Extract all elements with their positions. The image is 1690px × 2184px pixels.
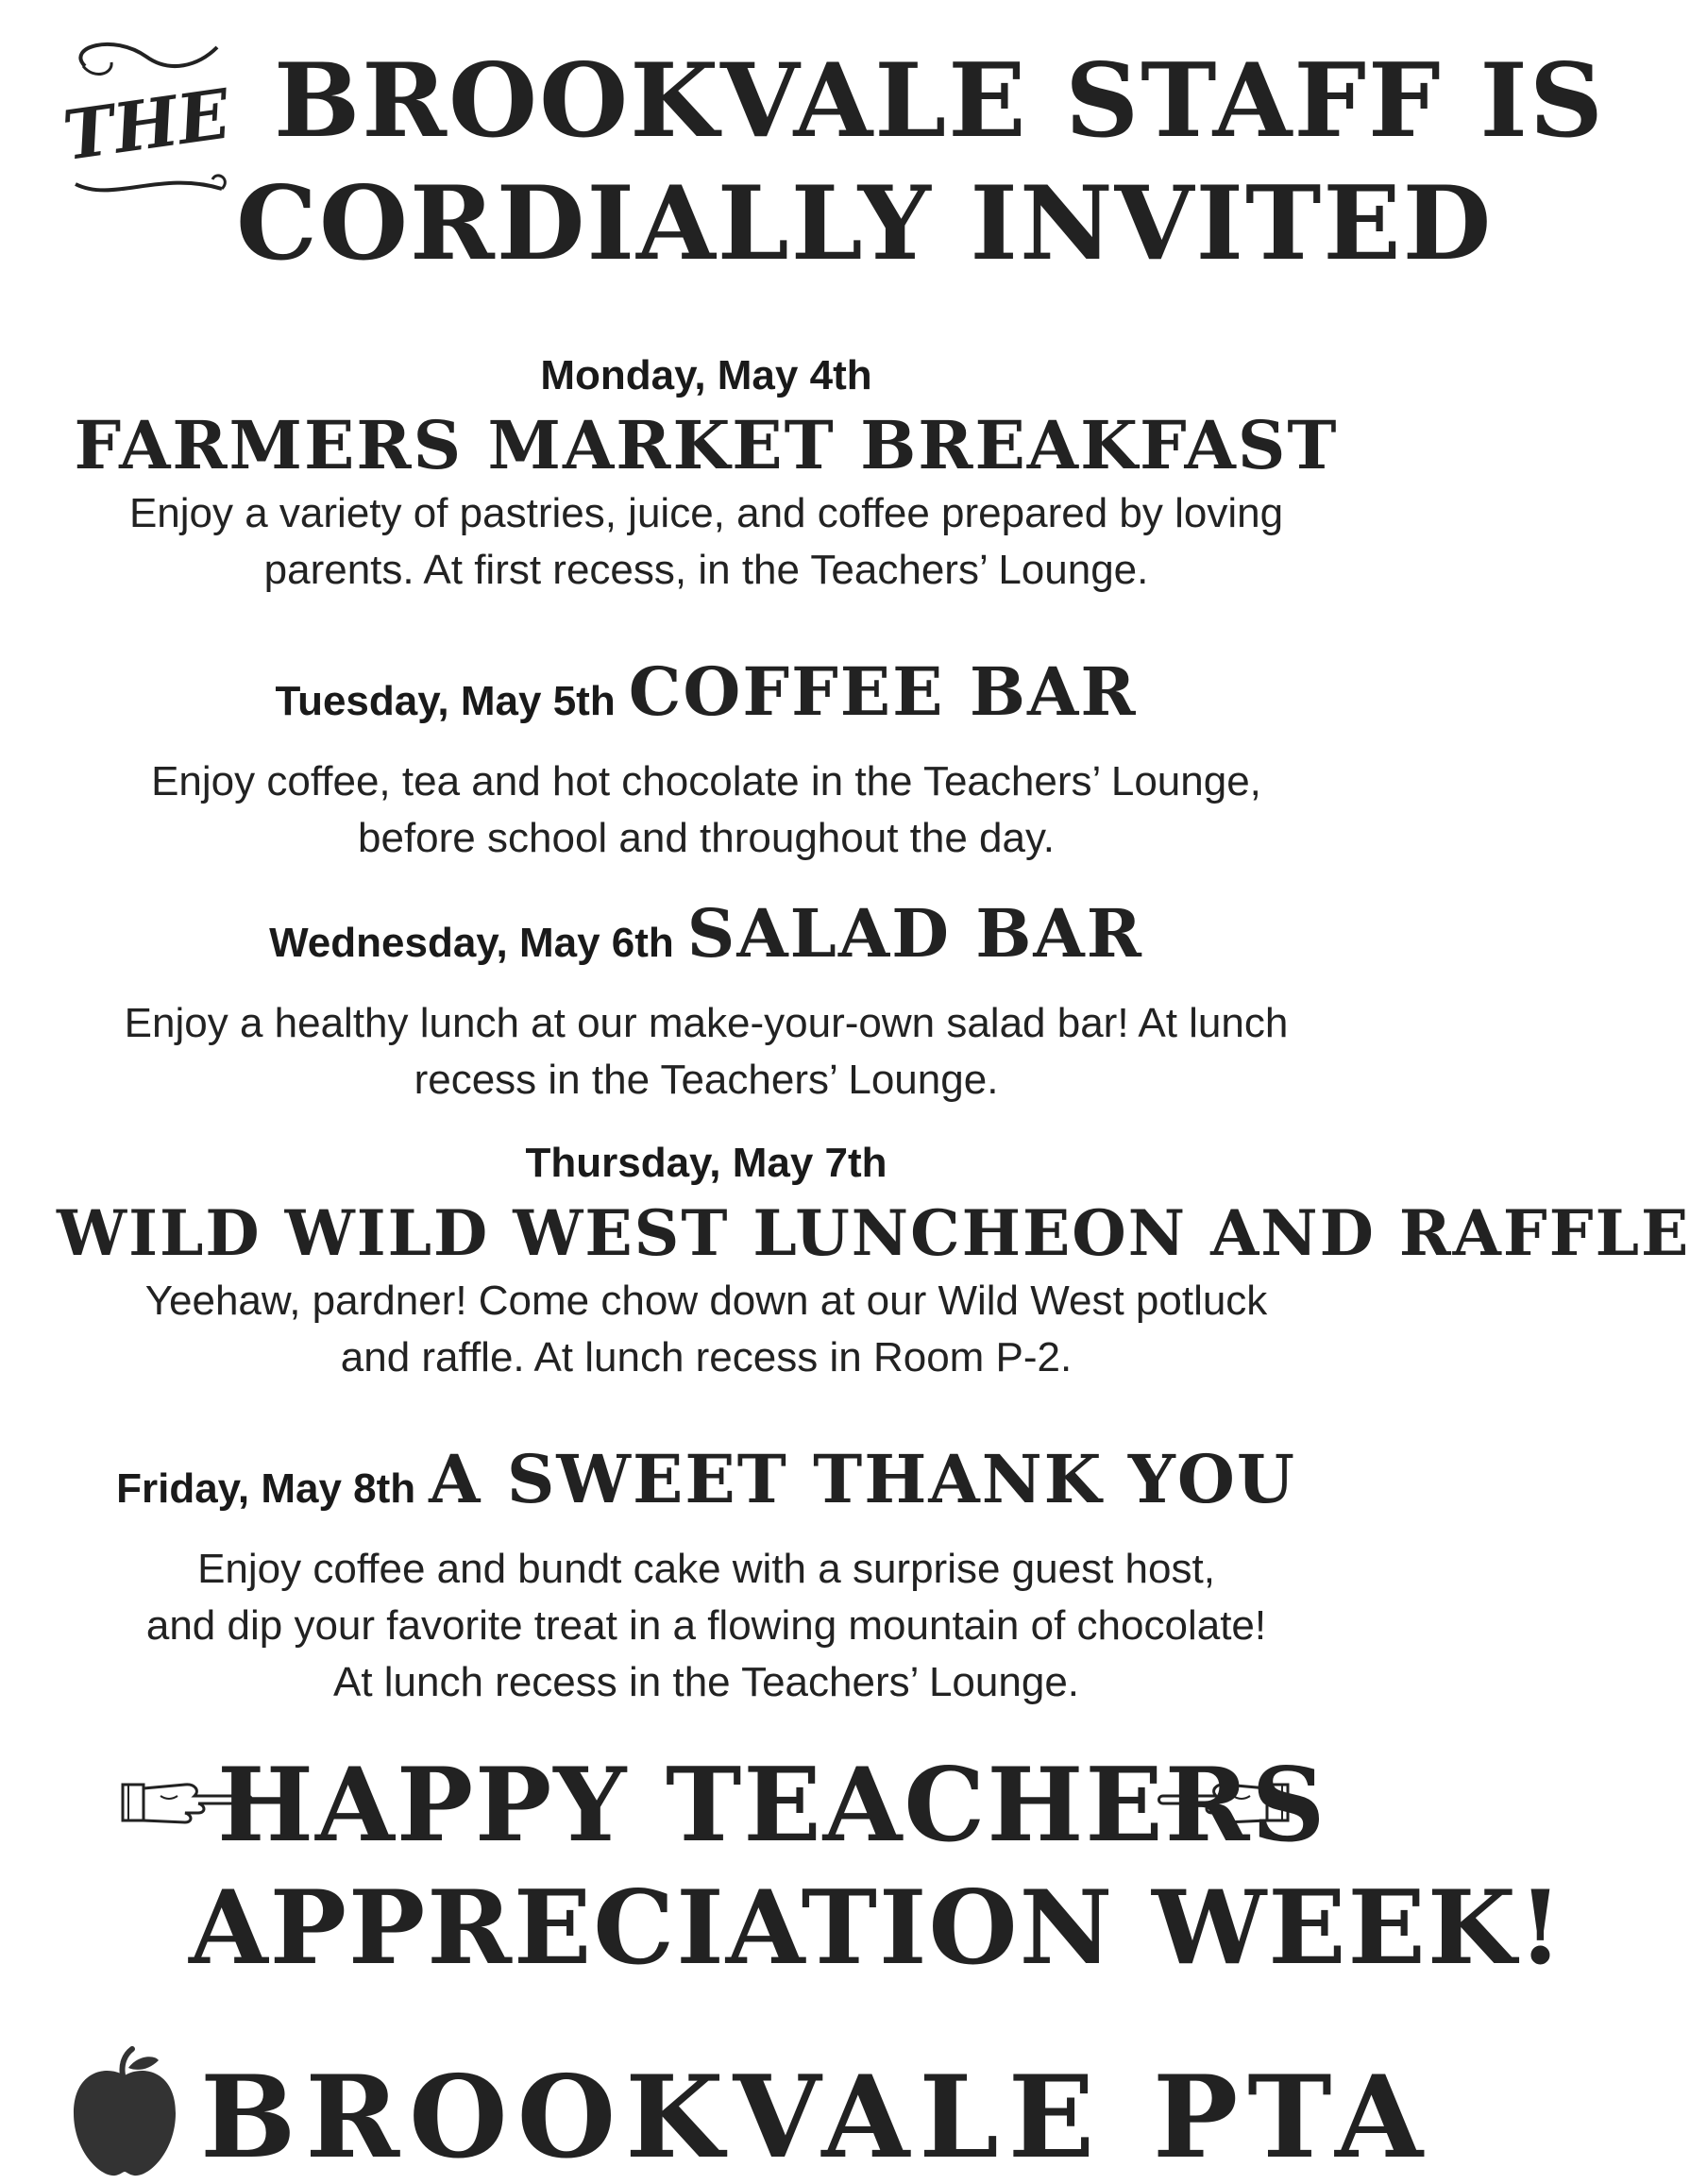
event-tuesday xyxy=(57,650,1356,867)
event-description-line: and dip your favorite treat in a flowing mountain of chocolate! xyxy=(145,1602,1267,1649)
event-description-line: Enjoy coffee, tea and hot chocolate in the Teachers’ Lounge, xyxy=(151,758,1261,804)
event-description-line: parents. At first recess, in the Teachers’ Lounge. xyxy=(263,547,1149,593)
event-monday xyxy=(57,349,1356,599)
event-friday xyxy=(57,1437,1356,1711)
closing-line-2: APPRECIATION WEEK! xyxy=(189,1869,1565,1988)
closing-line-1: HAPPY TEACHERS xyxy=(217,1746,1327,1865)
event-day: Tuesday, May 5th xyxy=(275,678,616,724)
event-description-line: Enjoy a variety of pastries, juice, and coffee prepared by loving xyxy=(128,490,1284,536)
event-day: Monday, May 4th xyxy=(540,352,872,398)
event-title: COFFEE BAR xyxy=(628,652,1138,731)
the-label: THE xyxy=(58,73,235,177)
event-description-line: At lunch recess in the Teachers’ Lounge. xyxy=(332,1659,1080,1705)
footer-org-name: BROOKVALE PTA xyxy=(200,2051,1433,2184)
event-description-line: recess in the Teachers’ Lounge. xyxy=(414,1057,999,1103)
event-day: Wednesday, May 6th xyxy=(269,920,674,966)
event-wednesday xyxy=(57,891,1356,1109)
event-description-line: Yeehaw, pardner! Come chow down at our Wild West potluck xyxy=(144,1278,1268,1324)
event-description-line: Enjoy coffee and bundt cake with a surprise guest host, xyxy=(197,1546,1215,1592)
the-flourish-logo xyxy=(57,28,236,217)
header-line-1: BROOKVALE STAFF IS xyxy=(274,42,1605,161)
event-description-line: before school and throughout the day. xyxy=(358,815,1055,861)
event-thursday xyxy=(57,1137,1690,1386)
event-title: FARMERS MARKET BREAKFAST xyxy=(74,406,1339,484)
event-day: Thursday, May 7th xyxy=(525,1140,887,1186)
event-description-line: Enjoy a healthy lunch at our make-your-own salad bar! At lunch xyxy=(124,1000,1289,1046)
event-description-line: and raffle. At lunch recess in Room P-2. xyxy=(340,1334,1073,1380)
event-day: Friday, May 8th xyxy=(116,1465,416,1512)
event-title: SALAD BAR xyxy=(686,894,1143,973)
header-line-2: CORDIALLY INVITED xyxy=(236,164,1494,283)
apple-icon xyxy=(68,2047,181,2179)
event-title: A SWEET THANK YOU xyxy=(429,1440,1296,1518)
event-title: WILD WILD WEST LUNCHEON AND RAFFLE xyxy=(57,1196,1690,1270)
